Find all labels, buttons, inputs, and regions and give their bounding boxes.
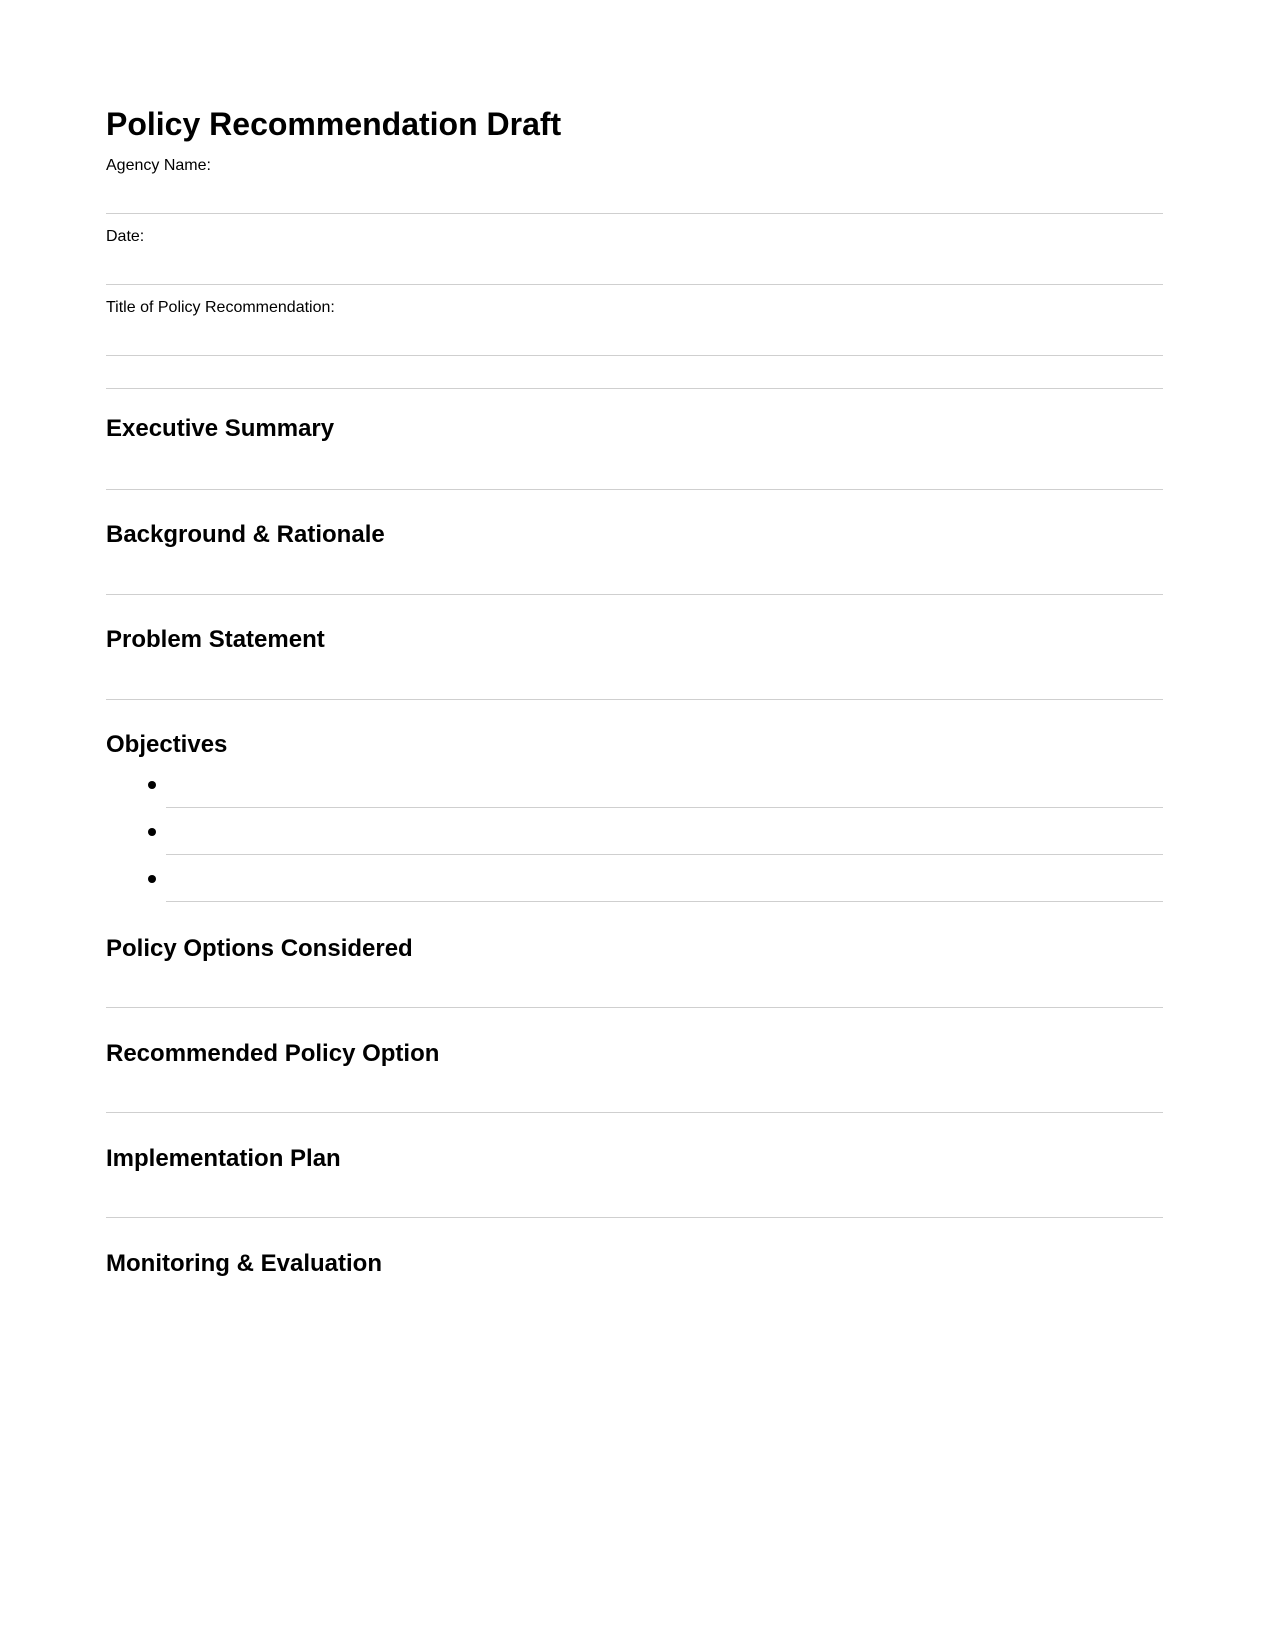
policy-options-heading: Policy Options Considered	[106, 935, 413, 962]
objective-bullet-1	[148, 781, 156, 789]
objective-line-2[interactable]	[166, 854, 1163, 855]
recommended-option-heading: Recommended Policy Option	[106, 1040, 440, 1067]
objective-line-3[interactable]	[166, 901, 1163, 902]
policy-title-line[interactable]	[106, 355, 1163, 356]
section-divider	[106, 388, 1163, 389]
recommended-option-line[interactable]	[106, 1112, 1163, 1113]
problem-statement-heading: Problem Statement	[106, 626, 325, 653]
objective-bullet-2	[148, 828, 156, 836]
monitoring-evaluation-heading: Monitoring & Evaluation	[106, 1250, 382, 1277]
page-title: Policy Recommendation Draft	[106, 106, 562, 142]
objective-bullet-3	[148, 875, 156, 883]
background-rationale-heading: Background & Rationale	[106, 521, 385, 548]
objectives-heading: Objectives	[106, 731, 228, 758]
background-rationale-line[interactable]	[106, 594, 1163, 595]
problem-statement-line[interactable]	[106, 699, 1163, 700]
agency-name-label: Agency Name:	[106, 157, 211, 174]
policy-title-label: Title of Policy Recommendation:	[106, 299, 335, 316]
agency-name-line[interactable]	[106, 213, 1163, 214]
date-label: Date:	[106, 228, 145, 245]
policy-options-line[interactable]	[106, 1007, 1163, 1008]
implementation-plan-heading: Implementation Plan	[106, 1145, 341, 1172]
executive-summary-line[interactable]	[106, 489, 1163, 490]
objective-line-1[interactable]	[166, 807, 1163, 808]
implementation-plan-line[interactable]	[106, 1217, 1163, 1218]
executive-summary-heading: Executive Summary	[106, 415, 335, 442]
date-line[interactable]	[106, 284, 1163, 285]
